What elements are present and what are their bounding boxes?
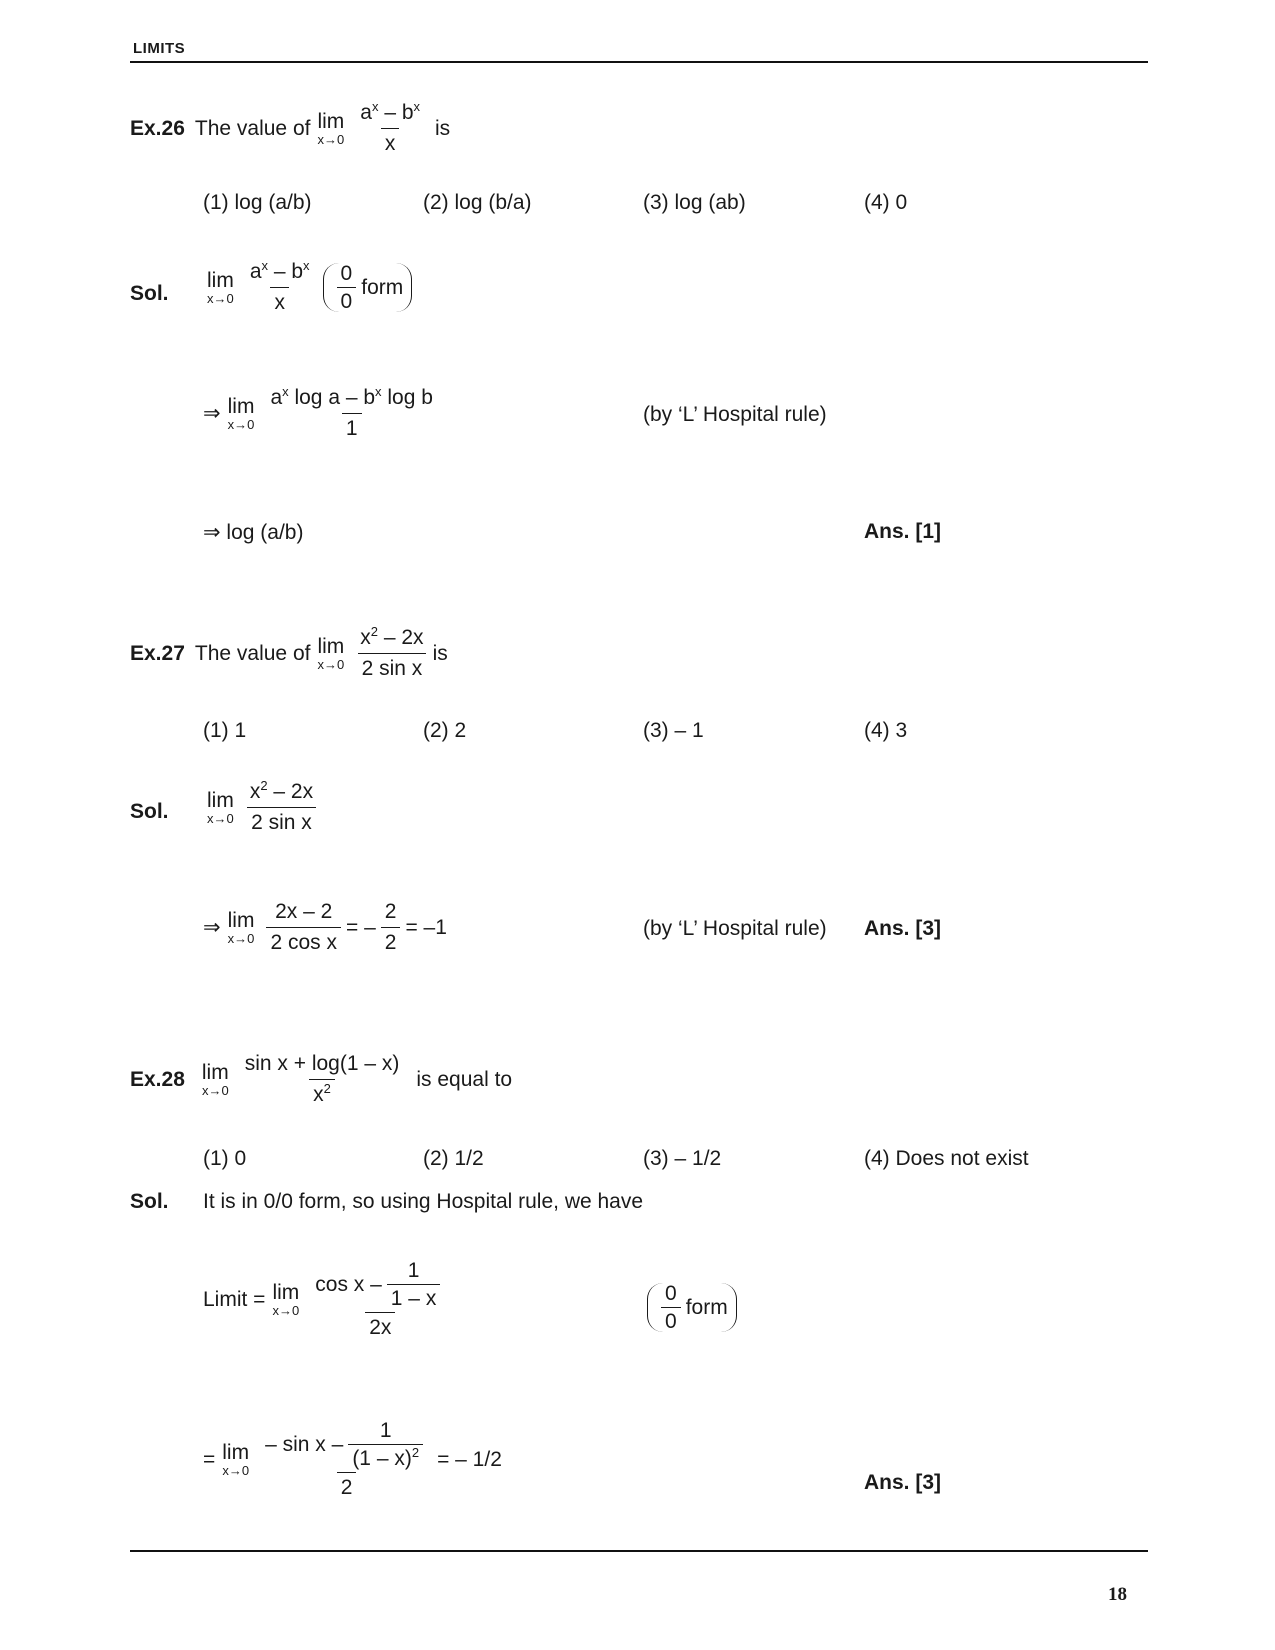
ex27-sol-step-2: ⇒ lim x→0 $\frac{2x - 2}{\text{2 cos x}}$ = – $\frac{2}{2}$ = –1 [203,900,447,954]
ex26-option-1: (1) log (a/b) [203,191,312,214]
ex27-sol-label: Sol. [130,800,169,823]
ex28-option-1: (1) 0 [203,1147,247,1170]
ex27-option-3: (3) – 1 [643,719,704,742]
section-header: LIMITS [133,40,186,57]
ex28-form-note: $\frac{0}{0}$ form [643,1283,741,1332]
ex27-hospital-note: (by ‘L’ Hospital rule) [643,917,827,940]
footer-rule [130,1550,1148,1552]
ex28-option-2: (2) 1/2 [423,1147,484,1170]
ex28-answer: Ans. [3] [864,1471,942,1494]
ex26-answer: Ans. [1] [864,520,942,543]
ex27-question: Ex.27 The value of lim x→0 $\frac{x^2 - 2x}{\text{2 sin x}}$ is [130,624,448,680]
ex27-sol-step-1: lim x→0 $\frac{x^2 - 2x}{\text{2 sin x}}$ [200,780,322,835]
ex26-label: Ex.26 [130,116,185,140]
ex28-option-3: (3) – 1/2 [643,1147,722,1170]
ex27-label: Ex.27 [130,641,185,665]
ex26-sol-step-2: ⇒ lim x→0 $\frac{a^x \log a - b^x \log b}{1}$ [203,384,433,440]
ex26-question-suffix: is [435,116,451,140]
ex28-sol-text: It is in 0/0 form, so using Hospital rule, we have [203,1190,644,1213]
ex27-option-2: (2) 2 [423,719,467,742]
ex28-sol-step-1: Limit = lim x→0 cos x – $\frac{1}{1 - x}$ 2x [203,1260,454,1340]
ex26-lim: lim x→0 [317,109,345,147]
ex26-sol-label: Sol. [130,282,169,305]
ex26-question-prefix: The value of [194,116,311,140]
ex27-option-1: (1) 1 [203,719,247,742]
ex28-sol-label: Sol. [130,1190,169,1213]
ex28-option-4: (4) Does not exist [864,1147,1029,1170]
ex28-label: Ex.28 [130,1067,185,1091]
ex26-sol-step-3: ⇒ log (a/b) [203,521,304,544]
ex26-sol-step-1: lim x→0 $\frac{a^x - b^x}{x}$ $\frac{0}{0}$ form [200,260,416,315]
ex27-answer: Ans. [3] [864,917,942,940]
ex26-option-4: (4) 0 [864,191,908,214]
ex26-fraction: $\frac{a^x - b^x}{x}$ [360,99,421,155]
header-rule [130,61,1148,63]
ex26-question [130,101,450,156]
ex28-sol-step-2: = lim x→0 – sin x – $\frac{1}{(1 - x)^2}$ 2 = – 1/2 [203,1419,502,1499]
ex26-option-3: (3) log (ab) [643,191,746,214]
ex28-question: Ex.28 lim x→0 $\frac{\text{sin x + log(1 – x)}}{x^2}$ is equal to [130,1052,513,1106]
ex27-option-4: (4) 3 [864,719,908,742]
ex26-option-2: (2) log (b/a) [423,191,532,214]
ex26-hospital-note: (by ‘L’ Hospital rule) [643,403,827,426]
page-number: 18 [1108,1584,1127,1605]
